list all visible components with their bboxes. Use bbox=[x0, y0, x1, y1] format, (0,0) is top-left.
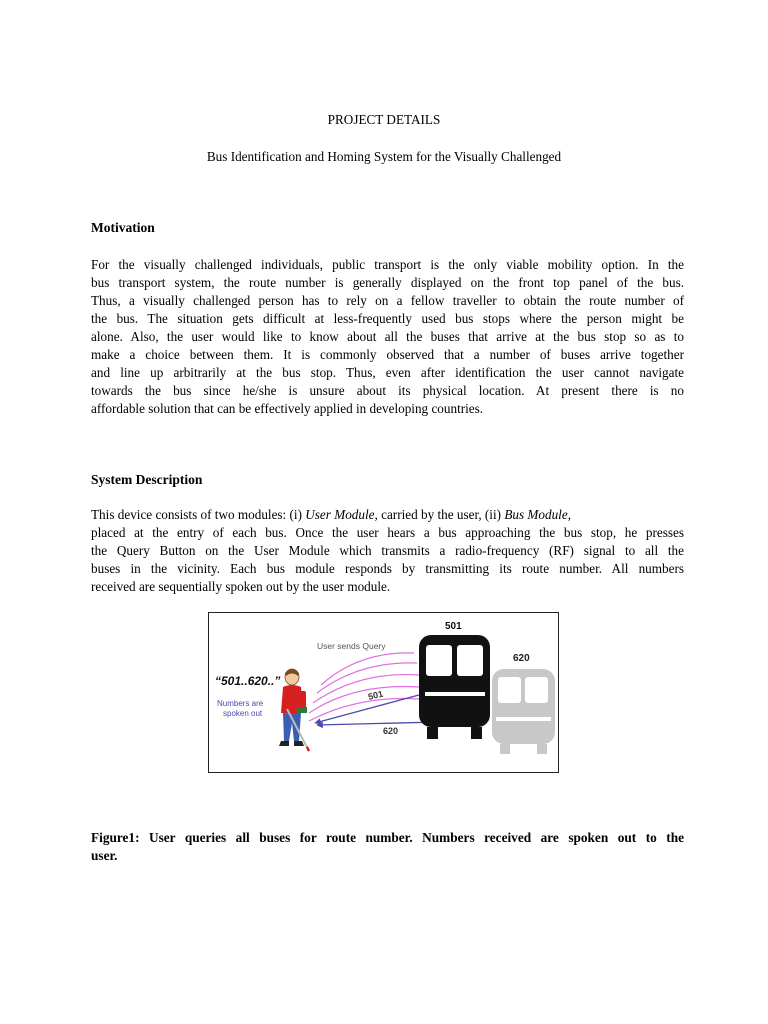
numbers-note-line1: Numbers are bbox=[217, 699, 264, 708]
signal-label-501: 501 bbox=[367, 688, 385, 702]
query-signal-arcs bbox=[309, 653, 419, 721]
paragraph-line: buses in the vicinity. Each bus module responds by transmitting its route number. All numbers bbox=[91, 561, 684, 576]
bus-module-term: Bus Module, bbox=[504, 507, 571, 522]
signal-label-620: 620 bbox=[383, 726, 399, 736]
paragraph-line: towards the bus since he/she is unsure about its physical location. At present there is no bbox=[91, 383, 684, 398]
query-label: User sends Query bbox=[317, 641, 386, 651]
motivation-paragraph bbox=[91, 256, 684, 418]
document-title: PROJECT DETAILS bbox=[327, 112, 441, 127]
paragraph-line: the Query Button on the User Module which transmits a radio-frequency (RF) signal to all the bbox=[91, 543, 684, 558]
bus-501-icon bbox=[419, 635, 490, 739]
signal-line-501 bbox=[315, 695, 419, 723]
caption-line: user. bbox=[91, 848, 118, 863]
query-arc bbox=[321, 653, 414, 685]
figure-1 bbox=[208, 612, 559, 773]
text-run: This device consists of two modules: (i) bbox=[91, 507, 306, 522]
paragraph-line: affordable solution that can be effectively applied in developing countries. bbox=[91, 401, 484, 416]
figure-caption bbox=[91, 829, 684, 865]
numbers-note-line2: spoken out bbox=[223, 709, 263, 718]
bus-620-route: 620 bbox=[513, 653, 530, 664]
paragraph-line: alone. Also, the user would like to know about all the buses that arrive at the bus stop so as to bbox=[91, 329, 684, 344]
paragraph-line: For the visually challenged individuals, public transport is the only viable mobility option. In the bbox=[91, 257, 684, 272]
user-module-term: User Module, bbox=[305, 507, 378, 522]
query-arc bbox=[317, 663, 417, 693]
text-run: carried by the user, (ii) bbox=[377, 507, 505, 522]
paragraph-line: placed at the entry of each bus. Once the user hears a bus approaching the bus stop, he presses bbox=[91, 525, 684, 540]
document-subtitle: Bus Identification and Homing System for the Visually Challenged bbox=[206, 149, 562, 164]
spoken-numbers: “501..620..” bbox=[215, 674, 281, 688]
paragraph-line-first bbox=[91, 506, 684, 524]
bus-query-illustration bbox=[209, 613, 558, 772]
paragraph-line: Thus, a visually challenged person has to rely on a fellow traveller to obtain the route number of bbox=[91, 293, 684, 308]
paragraph-line: make a choice between them. It is commonly observed that a number of buses arrive together bbox=[91, 347, 684, 362]
paragraph-line: and line up arbitrarily at the bus stop. Thus, even after identification the user cannot navigate bbox=[91, 365, 684, 380]
bus-620-icon bbox=[492, 669, 555, 754]
paragraph-line: bus transport system, the route number is generally displayed on the front top panel of the bus. bbox=[91, 275, 684, 290]
motivation-heading: Motivation bbox=[91, 220, 155, 235]
paragraph-line: the bus. The situation gets difficult at less-frequently used bus stops where the person might be bbox=[91, 311, 684, 326]
visually-challenged-person-icon bbox=[279, 669, 309, 751]
caption-line: Figure1: User queries all buses for route number. Numbers received are spoken out to the bbox=[91, 830, 684, 845]
system-description-paragraph bbox=[91, 506, 684, 596]
paragraph-line: received are sequentially spoken out by the user module. bbox=[91, 579, 391, 594]
system-description-heading: System Description bbox=[91, 472, 203, 487]
bus-501-route: 501 bbox=[445, 621, 462, 632]
